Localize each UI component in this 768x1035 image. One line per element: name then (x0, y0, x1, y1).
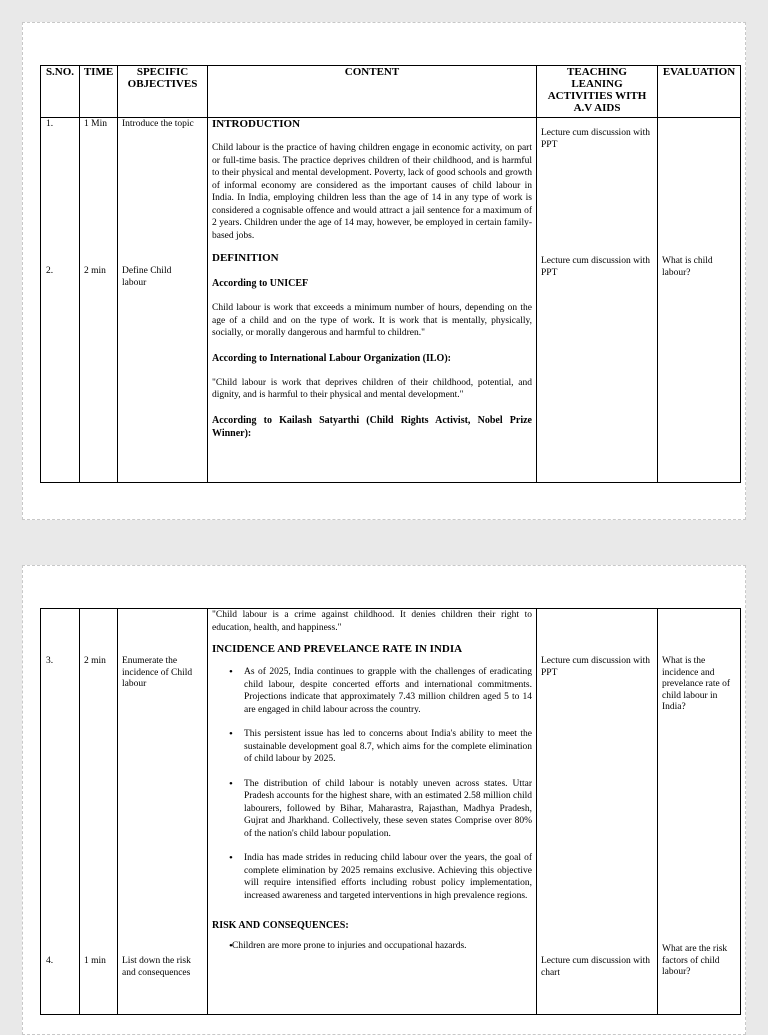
activity-2: Lecture cum discussion with PPT (541, 256, 650, 278)
ilo-text: "Child labour is work that deprives children of their childhood, potential, and dignity, and is harmful to their physical and mental development." (212, 377, 532, 400)
list-item: • Children are more prone to injuries and occupational hazards. (212, 940, 532, 953)
sno-1: 1. (46, 119, 54, 129)
evaluation-cell (658, 609, 741, 1015)
header-time: TIME (80, 66, 118, 118)
time-cell (80, 118, 118, 483)
objective-3: Enumerate the incidence of Child labour (122, 656, 193, 689)
table-row (41, 118, 741, 483)
evaluation-cell (658, 118, 741, 483)
list-item: • The distribution of child labour is notably uneven across states. Uttar Pradesh accounts for the highest share, with an estimated 2.58 million child labourers, followed by Bihar, Maharastra, Rajasthan, Madhya Pradesh, Gujrat and Jharkhand. Collectively, these seven states Comprise over 80% of the nation's child labour population. (212, 778, 532, 841)
unicef-heading: According to UNICEF (212, 278, 309, 289)
intro-heading: INTRODUCTION (212, 118, 301, 130)
activity-1: Lecture cum discussion with PPT (541, 128, 650, 150)
objective-1: Introduce the topic (122, 119, 194, 129)
activity-cell (537, 609, 658, 1015)
incidence-list (212, 666, 532, 902)
risk-list (212, 940, 532, 953)
intro-text: Child labour is the practice of having children engage in economic activity, on part or full-time basis. The practice deprives children of their childhood, and is harmful to their physical and mental development. Poverty, lack of good schools and growth of informal economy are considered as the important causes of child labour in India. In India, employing children less than the age of 14 in any type of work is considered a cognisable offence and would attract a jail sentence for a maximum of 2 years. Children under the age of 14 may, however, be employed in certain family-based jobs. (212, 143, 532, 241)
activity-4: Lecture cum discussion with chart (541, 956, 650, 978)
list-item: • As of 2025, India continues to grapple with the challenges of eradicating child labour, despite concerted efforts and international commitments. Projections indicate that approximately 7.43 million children aged 5 to 14 are engaged in child labour across the country. (212, 666, 532, 716)
satyarthi-heading: According to Kailash Satyarthi (Child Rights Activist, Nobel Prize Winner): (212, 414, 532, 439)
satyarthi-quote: "Child labour is a crime against childhood. It denies children their right to education, health, and happiness." (212, 610, 532, 633)
sno-3: 3. (46, 656, 54, 666)
content-cell (208, 609, 537, 1015)
objective-2: Define Child labour (122, 266, 172, 288)
list-item: • This persistent issue has led to concerns about India's ability to meet the sustainable development goal 8.7, which aims for the complete elimination of child labour by 2025. (212, 728, 532, 766)
lesson-plan-table-page-2 (40, 608, 741, 1015)
incidence-heading: INCIDENCE AND PREVELANCE RATE IN INDIA (212, 643, 463, 655)
ilo-heading: According to International Labour Organization (ILO): (212, 352, 451, 364)
header-objectives: SPECIFIC OBJECTIVES (118, 66, 208, 118)
activity-3: Lecture cum discussion with PPT (541, 656, 650, 678)
unicef-text: Child labour is work that exceeds a minimum number of hours, depending on the age of a child and on the type of work. It is work that is mentally, physically, socially, or morally dangerous and harmful to children." (212, 303, 532, 338)
header-sno: S.NO. (41, 66, 80, 118)
sno-cell (41, 609, 80, 1015)
table-row (41, 609, 741, 1015)
list-item: • India has made strides in reducing child labour over the years, the goal of complete elimination by 2025 remains exclusive. Achieving this objective will require intensified efforts including robust policy implementation, increased awareness and targeted interventions in high prevalence regions. (212, 852, 532, 902)
evaluation-4: What are the risk factors of child labour? (662, 944, 728, 977)
time-2: 2 min (84, 266, 106, 276)
page-2 (22, 565, 746, 1035)
header-evaluation: EVALUATION (658, 66, 741, 118)
risk-heading: RISK AND CONSEQUENCES: (212, 920, 349, 931)
sno-2: 2. (46, 266, 54, 276)
activity-cell (537, 118, 658, 483)
lesson-plan-table-page-1 (40, 65, 741, 483)
objective-cell (118, 118, 208, 483)
header-content: CONTENT (208, 66, 537, 118)
objective-cell (118, 609, 208, 1015)
content-cell (208, 118, 537, 483)
sno-cell (41, 118, 80, 483)
sno-4: 4. (46, 956, 54, 966)
time-3: 2 min (84, 656, 106, 666)
evaluation-3: What is the incidence and prevelance rate of child labour in India? (662, 656, 731, 712)
objective-4: List down the risk and consequences (122, 956, 191, 978)
time-4: 1 min (84, 956, 106, 966)
time-1: 1 Min (84, 119, 107, 129)
header-row (41, 66, 741, 118)
definition-heading: DEFINITION (212, 252, 279, 264)
time-cell (80, 609, 118, 1015)
header-activities: TEACHING LEANING ACTIVITIES WITH A.V AIDS (537, 66, 658, 118)
evaluation-2: What is child labour? (662, 256, 713, 278)
page-1 (22, 22, 746, 520)
